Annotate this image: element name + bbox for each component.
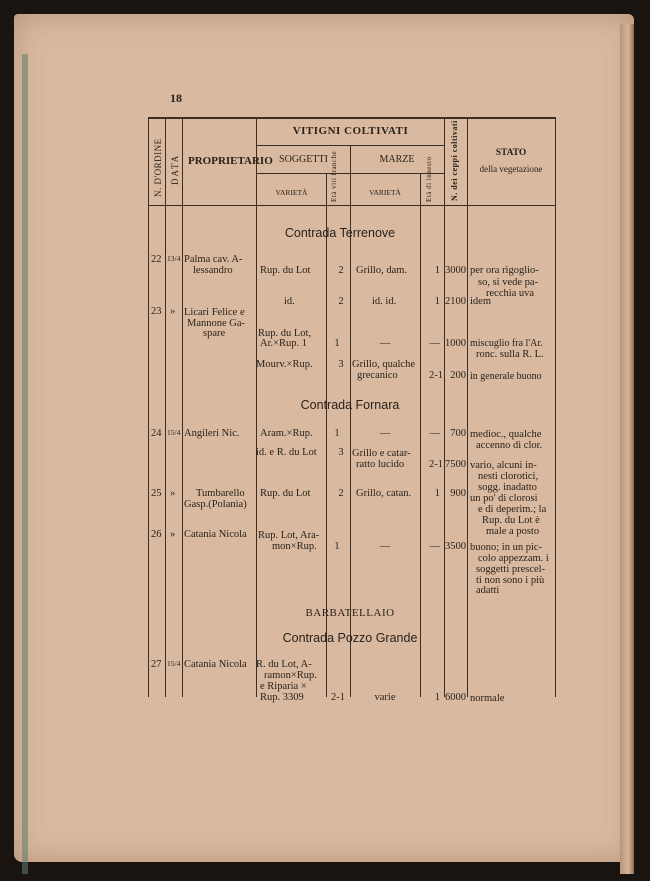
header-ceppi: N. dei ceppi coltivati <box>450 120 459 201</box>
row22-marze: Grillo, dam. <box>356 265 408 276</box>
row23b-soggetti: Mourv.×Rup. <box>256 359 313 370</box>
row23a-eta: 1 <box>334 338 340 349</box>
page-number: 18 <box>170 91 182 105</box>
table-top-border <box>148 117 556 119</box>
row23b-innesto: 2-1 <box>429 370 443 381</box>
row23a-stato2: ronc. sulla R. L. <box>476 349 544 360</box>
header-proprietario: PROPRIETARIO <box>188 155 273 167</box>
row26-prop: Catania Nicola <box>184 529 247 540</box>
row22-number: 22 <box>151 254 162 265</box>
row22b-innesto: 1 <box>434 296 440 307</box>
row26-eta: 1 <box>334 541 340 552</box>
section-fornara: Contrada Fornara <box>300 398 400 412</box>
row26-marze: — <box>379 541 391 552</box>
row26-date: » <box>170 529 176 540</box>
row23a-marze: — <box>379 338 391 349</box>
binding-strip <box>22 54 28 874</box>
row25-prop2: Gasp.(Polania) <box>184 499 247 510</box>
row24b-innesto: 2-1 <box>429 459 443 470</box>
row25-stato1: un po' di clorosi <box>470 493 538 504</box>
row24-date: 15/4 <box>167 428 181 437</box>
row27-soggetti1: R. du Lot, A- <box>256 659 312 670</box>
row26-stato3: soggetti prescel- <box>476 564 546 575</box>
page-edge <box>620 24 634 874</box>
col-line-right <box>555 117 556 697</box>
row23a-ceppi: 1000 <box>445 338 466 349</box>
row24b-marze1: Grillo e catar- <box>352 448 411 459</box>
row24b-eta: 3 <box>338 447 344 458</box>
row26-ceppi: 3500 <box>445 541 466 552</box>
header-stato: STATO <box>495 148 527 158</box>
row23-number: 23 <box>151 306 162 317</box>
row25-stato2: e di deperim.; la <box>478 504 547 515</box>
header-marze: MARZE <box>379 154 415 165</box>
row24-innesto: — <box>429 428 440 439</box>
row22-date: 13/4 <box>167 254 181 263</box>
row24-stato2: accenno di clor. <box>476 440 543 451</box>
row24b-stato2: nesti clorotici, <box>478 471 539 482</box>
row23b-marze2: grecanico <box>357 370 398 381</box>
row27-soggetti4: Rup. 3309 <box>260 692 304 703</box>
row27-eta: 2-1 <box>331 692 345 703</box>
header-eta-franche: Età viti franche <box>330 150 338 202</box>
row26-stato1: buono; in un pic- <box>470 542 543 553</box>
row23a-innesto: — <box>429 338 440 349</box>
row27-number: 27 <box>151 659 162 670</box>
header-eta-innesto: Età di innesto <box>425 156 433 202</box>
row27-stato: normale <box>470 693 505 704</box>
header-varieta-sog: VARIETÀ <box>275 188 308 197</box>
row24b-stato3: sogg. inadatto <box>478 482 537 493</box>
row23a-soggetti2: Ar.×Rup. 1 <box>260 338 308 349</box>
row25-ceppi: 900 <box>450 488 466 499</box>
row25-date: » <box>170 488 176 499</box>
row22-stato1: per ora rigoglio- <box>470 265 539 276</box>
row25-prop1: Tumbarello <box>196 488 245 499</box>
row22b-soggetti: id. <box>284 296 295 307</box>
row22b-stato: idem <box>470 296 491 307</box>
row22-stato2: so, si vede pa- <box>478 277 539 288</box>
row23-date: » <box>170 306 176 317</box>
row22b-eta: 2 <box>338 296 344 307</box>
row24b-ceppi: 7500 <box>445 459 466 470</box>
header-varieta-marze: VARIETÀ <box>369 188 401 197</box>
row22-innesto: 1 <box>434 265 440 276</box>
header-data: DATA <box>170 153 180 185</box>
row26-stato2: colo appezzam. i <box>478 553 549 564</box>
col-line-left <box>148 117 149 697</box>
row24-number: 24 <box>151 428 162 439</box>
row24-stato1: medioc., qualche <box>470 429 542 440</box>
row26-stato5: adatti <box>476 585 500 596</box>
row27-ceppi: 6000 <box>445 692 466 703</box>
row25-stato3: Rup. du Lot è <box>482 515 540 526</box>
section-terrenove: Contrada Terrenove <box>284 226 396 240</box>
header-ordine: N. D'ORDINE <box>153 138 163 197</box>
section-pozzo-grande: Contrada Pozzo Grande <box>282 631 418 645</box>
row24-soggetti: Aram.×Rup. <box>260 428 313 439</box>
row23a-stato1: miscuglio fra l'Ar. <box>470 338 543 349</box>
row22-prop1: Palma cav. A- <box>184 254 243 265</box>
header-vitigni: VITIGNI COLTIVATI <box>292 125 409 137</box>
section-barbatellaio: BARBATELLAIO <box>305 607 395 619</box>
row26-soggetti2: mon×Rup. <box>272 541 317 552</box>
row22-stato3: recchia uva <box>486 288 535 299</box>
row24-prop: Angileri Nic. <box>184 428 240 439</box>
row25-eta: 2 <box>338 488 344 499</box>
row23b-ceppi: 200 <box>450 370 466 381</box>
row27-soggetti2: ramon×Rup. <box>264 670 317 681</box>
row22b-marze: id. id. <box>372 296 397 307</box>
header-bottom-border <box>148 205 556 206</box>
row22b-ceppi: 2100 <box>445 296 466 307</box>
header-stato-sub: della vegetazione <box>479 164 543 174</box>
row24b-soggetti: id. e R. du Lot <box>256 447 317 458</box>
row26-stato4: ti non sono i più <box>476 575 545 586</box>
row23-prop2: Mannone Ga- <box>187 318 246 329</box>
row24b-stato1: vario, alcuni in- <box>470 460 537 471</box>
row25-stato4: male a posto <box>486 526 540 537</box>
row22-soggetti: Rup. du Lot <box>260 265 311 276</box>
row23b-eta: 3 <box>338 359 344 370</box>
row22-eta: 2 <box>338 265 344 276</box>
row27-marze: varie <box>374 692 396 703</box>
row27-prop: Catania Nicola <box>184 659 247 670</box>
header-soggetti: SOGGETTI <box>279 154 328 165</box>
row27-innesto: 1 <box>434 692 440 703</box>
row26-soggetti1: Rup. Lot, Ara- <box>258 530 320 541</box>
row27-date: 15/4 <box>167 659 181 668</box>
row23a-soggetti1: Rup. du Lot, <box>258 328 312 339</box>
row25-soggetti: Rup. du Lot <box>260 488 311 499</box>
row23b-stato: in generale buono <box>470 371 542 382</box>
row24-ceppi: 700 <box>450 428 466 439</box>
row24-eta: 1 <box>334 428 340 439</box>
row24b-marze2: ratto lucido <box>356 459 405 470</box>
row23b-marze1: Grillo, qualche <box>352 359 415 370</box>
row26-innesto: — <box>429 541 440 552</box>
row25-innesto: 1 <box>434 488 440 499</box>
row27-soggetti3: e Riparia × <box>260 681 307 692</box>
row25-marze: Grillo, catan. <box>356 488 412 499</box>
row24-marze: — <box>379 428 391 439</box>
row23-prop1: Licari Felice e <box>184 307 245 318</box>
row26-number: 26 <box>151 529 162 540</box>
row23-prop3: spare <box>203 328 226 339</box>
row22-ceppi: 3000 <box>445 265 466 276</box>
row25-number: 25 <box>151 488 162 499</box>
row22-prop2: lessandro <box>193 265 233 276</box>
